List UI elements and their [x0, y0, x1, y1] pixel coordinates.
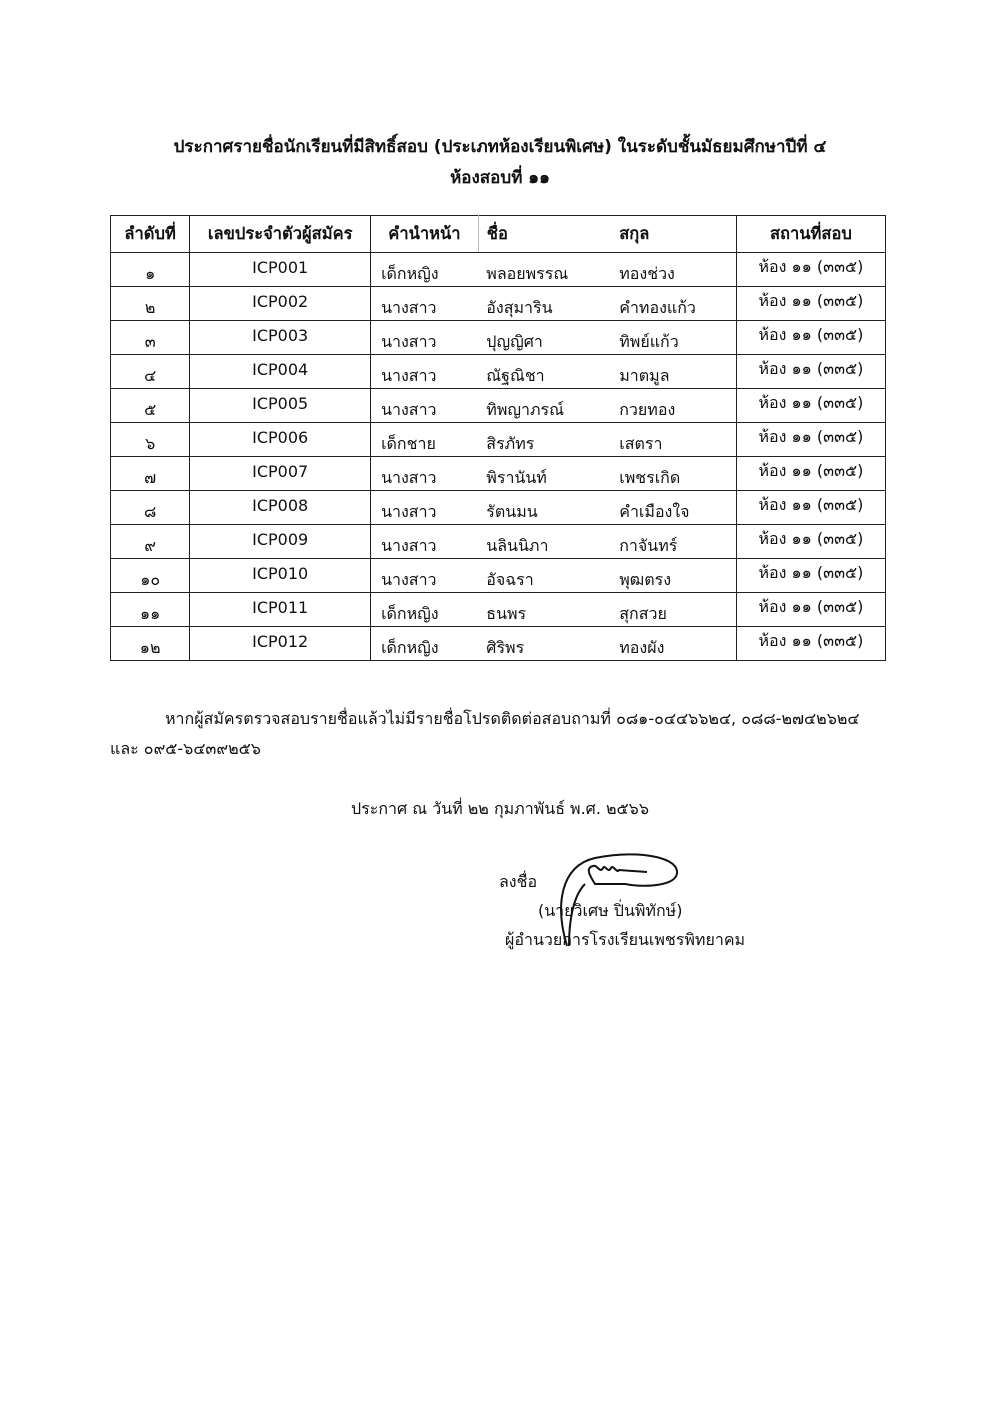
- order-cell: [111, 423, 190, 457]
- exam-location-cell-text: ห้อง ๑๑ (๓๓๕): [758, 359, 864, 378]
- order-cell: [111, 321, 190, 355]
- first-name-cell: [478, 627, 619, 661]
- applicant-id-cell-text: ICP010: [252, 564, 309, 583]
- exam-location-cell-text: ห้อง ๑๑ (๓๓๕): [758, 529, 864, 548]
- exam-location-cell-text: ห้อง ๑๑ (๓๓๕): [758, 461, 864, 480]
- announcement-date: ประกาศ ณ วันที่ ๒๒ กุมภาพันธ์ พ.ศ. ๒๕๖๖: [351, 799, 649, 818]
- last-name-cell: [619, 559, 736, 593]
- applicant-id-cell: [190, 457, 371, 491]
- prefix-cell: [371, 287, 479, 321]
- applicant-id-cell: [190, 559, 371, 593]
- applicant-id-cell-text: ICP002: [252, 292, 309, 311]
- last-name-cell: [619, 321, 736, 355]
- prefix-cell-text: นางสาว: [381, 366, 437, 385]
- table-row: [111, 287, 886, 321]
- first-name-cell: [478, 321, 619, 355]
- order-cell-text: ๖: [145, 434, 156, 453]
- table-row: [111, 491, 886, 525]
- order-cell: [111, 253, 190, 287]
- last-name-cell-text: มาตมูล: [619, 366, 670, 385]
- prefix-cell-text: เด็กหญิง: [381, 638, 439, 657]
- prefix-cell: [371, 389, 479, 423]
- signer-name: (นายวิเศษ ปิ่นพิทักษ์): [538, 901, 683, 920]
- contact-text-continued: และ ๐๙๕-๖๔๓๙๒๕๖: [110, 739, 261, 758]
- exam-location-cell-text: ห้อง ๑๑ (๓๓๕): [758, 427, 864, 446]
- applicant-id-cell-text: ICP001: [252, 258, 309, 277]
- first-name-cell: [478, 287, 619, 321]
- first-name-cell: [478, 253, 619, 287]
- prefix-cell-text: เด็กหญิง: [381, 264, 439, 283]
- exam-room-title: ห้องสอบที่ ๑๑: [450, 168, 550, 188]
- prefix-cell: [371, 627, 479, 661]
- applicant-id-cell-text: ICP006: [252, 428, 309, 447]
- contact-text: หากผู้สมัครตรวจสอบรายชื่อแล้วไม่มีรายชื่อโปรดติดต่อสอบถามที่ ๐๘๑-๐๔๔๖๖๒๔, ๐๘๘-๒๗๔๒๖๒๔: [165, 709, 860, 728]
- last-name-cell: [619, 457, 736, 491]
- first-name-cell-text: ทิพญาภรณ์: [486, 400, 564, 419]
- table-row: [111, 627, 886, 661]
- table-row: [111, 423, 886, 457]
- exam-location-cell: [736, 287, 885, 321]
- prefix-cell: [371, 491, 479, 525]
- page-title: ประกาศรายชื่อนักเรียนที่มีสิทธิ์สอบ (ประเภทห้องเรียนพิเศษ) ในระดับชั้นมัธยมศึกษาปีที่ ๔: [173, 137, 827, 157]
- column-header-prefix: คำนำหน้า: [371, 216, 479, 253]
- prefix-cell-text: นางสาว: [381, 570, 437, 589]
- exam-location-cell: [736, 525, 885, 559]
- exam-location-cell: [736, 627, 885, 661]
- first-name-cell-text: ศิริพร: [486, 638, 525, 657]
- order-cell: [111, 559, 190, 593]
- first-name-cell: [478, 423, 619, 457]
- prefix-cell: [371, 321, 479, 355]
- applicant-id-cell-text: ICP008: [252, 496, 309, 515]
- table-row: [111, 593, 886, 627]
- first-name-cell: [478, 491, 619, 525]
- order-cell-text: ๕: [144, 400, 157, 419]
- last-name-cell-text: ทิพย์แก้ว: [619, 332, 679, 351]
- column-header-order: ลำดับที่: [111, 216, 190, 253]
- prefix-cell-text: นางสาว: [381, 400, 437, 419]
- first-name-cell-text: นลินนิภา: [486, 536, 549, 555]
- column-header-exam-location: สถานที่สอบ: [736, 216, 885, 253]
- applicant-id-cell: [190, 355, 371, 389]
- applicant-id-cell: [190, 491, 371, 525]
- applicant-id-cell-text: ICP003: [252, 326, 309, 345]
- order-cell-text: ๙: [144, 536, 157, 555]
- prefix-cell-text: เด็กหญิง: [381, 604, 439, 623]
- order-cell: [111, 525, 190, 559]
- first-name-cell: [478, 559, 619, 593]
- applicant-id-cell-text: ICP011: [252, 598, 309, 617]
- last-name-cell-text: ทองผัง: [619, 638, 665, 657]
- first-name-cell: [478, 593, 619, 627]
- order-cell: [111, 355, 190, 389]
- exam-location-cell: [736, 389, 885, 423]
- prefix-cell-text: นางสาว: [381, 502, 437, 521]
- table-row: [111, 559, 886, 593]
- applicant-id-cell-text: ICP004: [252, 360, 309, 379]
- order-cell: [111, 287, 190, 321]
- applicant-id-cell-text: ICP012: [252, 632, 309, 651]
- exam-location-cell: [736, 321, 885, 355]
- prefix-cell-text: นางสาว: [381, 468, 437, 487]
- order-cell-text: ๒: [144, 298, 156, 317]
- last-name-cell: [619, 253, 736, 287]
- last-name-cell: [619, 423, 736, 457]
- last-name-cell-text: เพชรเกิด: [619, 468, 681, 487]
- order-cell: [111, 627, 190, 661]
- exam-location-cell-text: ห้อง ๑๑ (๓๓๕): [758, 495, 864, 514]
- prefix-cell-text: นางสาว: [381, 332, 437, 351]
- applicant-id-cell-text: ICP007: [252, 462, 309, 481]
- order-cell-text: ๑: [145, 264, 156, 283]
- table-row: [111, 457, 886, 491]
- applicant-id-cell-text: ICP005: [252, 394, 309, 413]
- first-name-cell: [478, 457, 619, 491]
- prefix-cell: [371, 525, 479, 559]
- applicant-id-cell: [190, 253, 371, 287]
- last-name-cell-text: ทองช่วง: [619, 264, 675, 283]
- order-cell-text: ๑๑: [140, 604, 161, 623]
- table-row: [111, 525, 886, 559]
- column-header-last-name: สกุล: [619, 216, 736, 253]
- column-header-first-name: ชื่อ: [478, 216, 619, 253]
- first-name-cell-text: สิรภัทร: [486, 434, 535, 453]
- first-name-cell-text: ณัฐณิชา: [486, 366, 545, 385]
- first-name-cell-text: รัตนมน: [486, 502, 538, 521]
- applicant-id-cell: [190, 627, 371, 661]
- applicant-id-cell-text: ICP009: [252, 530, 309, 549]
- column-header-applicant-id: เลขประจำตัวผู้สมัคร: [190, 216, 371, 253]
- prefix-cell: [371, 559, 479, 593]
- last-name-cell-text: กาจันทร์: [619, 536, 678, 555]
- last-name-cell: [619, 491, 736, 525]
- signer-position: ผู้อำนวยการโรงเรียนเพชรพิทยาคม: [505, 930, 746, 949]
- table-header-row: [111, 216, 886, 253]
- order-cell-text: ๑๐: [140, 570, 161, 589]
- first-name-cell-text: ปุญญิศา: [486, 332, 543, 351]
- prefix-cell-text: นางสาว: [381, 298, 437, 317]
- order-cell: [111, 491, 190, 525]
- prefix-cell-text: นางสาว: [381, 536, 437, 555]
- exam-location-cell-text: ห้อง ๑๑ (๓๓๕): [758, 563, 864, 582]
- exam-location-cell: [736, 491, 885, 525]
- first-name-cell-text: ธนพร: [486, 604, 527, 623]
- exam-location-cell-text: ห้อง ๑๑ (๓๓๕): [758, 597, 864, 616]
- exam-location-cell-text: ห้อง ๑๑ (๓๓๕): [758, 325, 864, 344]
- exam-location-cell: [736, 559, 885, 593]
- prefix-cell-text: เด็กชาย: [381, 434, 436, 453]
- order-cell-text: ๔: [144, 366, 157, 385]
- table-row: [111, 253, 886, 287]
- last-name-cell: [619, 389, 736, 423]
- table-row: [111, 355, 886, 389]
- table-row: [111, 389, 886, 423]
- last-name-cell-text: คำทองแก้ว: [619, 298, 696, 317]
- exam-location-cell-text: ห้อง ๑๑ (๓๓๕): [758, 257, 864, 276]
- prefix-cell: [371, 457, 479, 491]
- applicant-id-cell: [190, 593, 371, 627]
- exam-location-cell: [736, 253, 885, 287]
- order-cell-text: ๗: [144, 468, 157, 487]
- prefix-cell: [371, 355, 479, 389]
- student-table: [110, 215, 886, 661]
- applicant-id-cell: [190, 423, 371, 457]
- applicant-id-cell: [190, 321, 371, 355]
- exam-location-cell: [736, 423, 885, 457]
- order-cell-text: ๘: [143, 502, 157, 521]
- prefix-cell: [371, 423, 479, 457]
- first-name-cell: [478, 525, 619, 559]
- last-name-cell-text: กวยทอง: [619, 400, 676, 419]
- last-name-cell-text: เสตรา: [619, 434, 663, 453]
- prefix-cell: [371, 593, 479, 627]
- first-name-cell-text: พิรานันท์: [486, 468, 547, 487]
- last-name-cell: [619, 355, 736, 389]
- last-name-cell-text: คำเมืองใจ: [619, 502, 690, 521]
- order-cell-text: ๑๒: [139, 638, 161, 657]
- exam-location-cell: [736, 457, 885, 491]
- exam-location-cell-text: ห้อง ๑๑ (๓๓๕): [758, 631, 864, 650]
- exam-location-cell-text: ห้อง ๑๑ (๓๓๕): [758, 393, 864, 412]
- last-name-cell-text: สุกสวย: [619, 604, 667, 623]
- order-cell: [111, 389, 190, 423]
- last-name-cell-text: พุฒตรง: [619, 570, 672, 589]
- first-name-cell-text: อังสุมาริน: [486, 298, 553, 317]
- order-cell: [111, 593, 190, 627]
- applicant-id-cell: [190, 389, 371, 423]
- prefix-cell: [371, 253, 479, 287]
- exam-location-cell: [736, 593, 885, 627]
- last-name-cell: [619, 525, 736, 559]
- table-row: [111, 321, 886, 355]
- applicant-id-cell: [190, 287, 371, 321]
- first-name-cell-text: อัจฉรา: [486, 570, 534, 589]
- applicant-id-cell: [190, 525, 371, 559]
- last-name-cell: [619, 287, 736, 321]
- signature-label: ลงชื่อ: [499, 872, 538, 891]
- first-name-cell: [478, 389, 619, 423]
- first-name-cell-text: พลอยพรรณ: [486, 264, 569, 283]
- exam-location-cell-text: ห้อง ๑๑ (๓๓๕): [758, 291, 864, 310]
- order-cell-text: ๓: [144, 332, 156, 351]
- last-name-cell: [619, 593, 736, 627]
- last-name-cell: [619, 627, 736, 661]
- order-cell: [111, 457, 190, 491]
- first-name-cell: [478, 355, 619, 389]
- exam-location-cell: [736, 355, 885, 389]
